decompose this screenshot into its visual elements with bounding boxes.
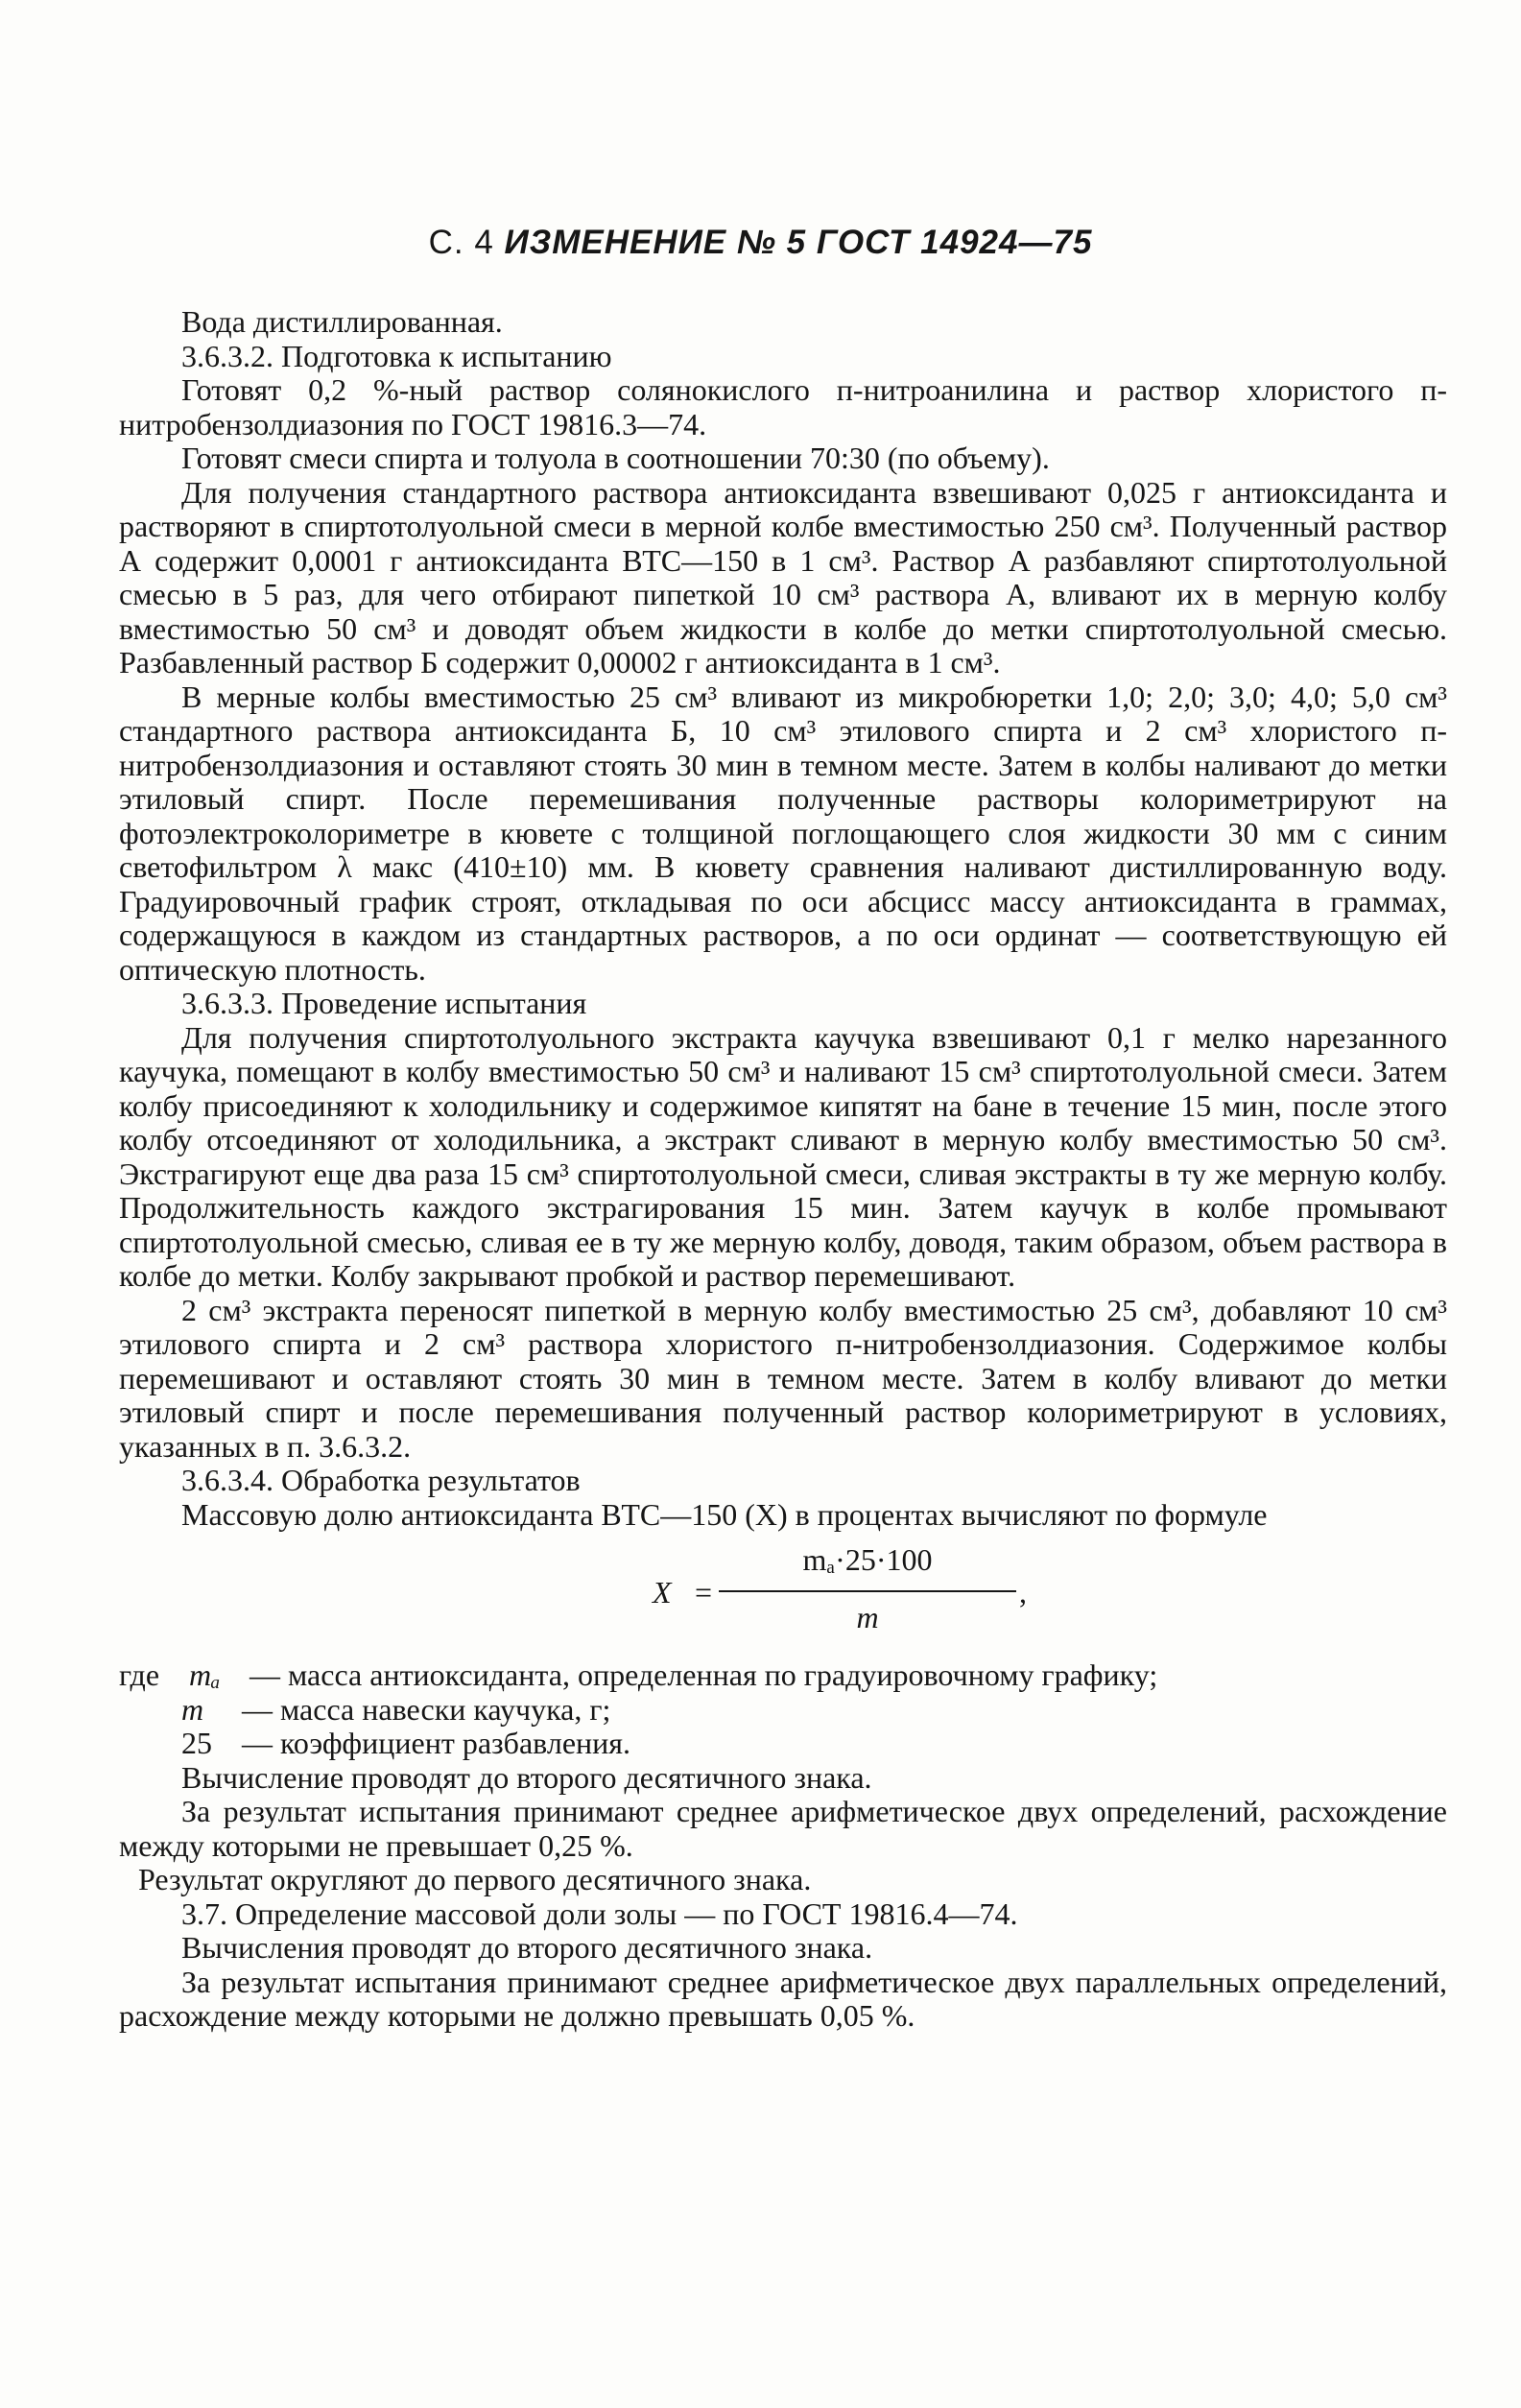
- page-number: С. 4: [428, 224, 494, 261]
- document-title: ИЗМЕНЕНИЕ № 5 ГОСТ 14924—75: [504, 224, 1093, 261]
- paragraph-water: Вода дистиллированная.: [181, 304, 503, 339]
- variable-symbol: m: [181, 1691, 204, 1727]
- paragraph-extraction: Для получения спиртотолуольного экстракта каучука взвешивают 0,1 г мелко нарезанного каучука, помещают в колбу вместимостью 50 см³ и наливают 15 см³ спиртотолуольной смеси. Затем колбу присоединяют к холодильнику и содержимое кипятят на бане в течение 15 мин, после этого колбу отсоединяют от холодильника, а экстракт сливают в мерную колбу вместимостью 50 см³. Экстрагируют еще два раза 15 см³ спиртотолуольной смеси, сливая экстракты в ту же мерную колбу. Продолжительность каждого экстрагирования 15 мин. Затем каучук в колбе промывают спиртотолуольной смесью, сливая ее в ту же мерную колбу, доводя, таким образом, объем раствора в колбе до метки. Колбу закрывают пробкой и раствор перемешивают.: [119, 1019, 1447, 1293]
- variable-symbol: 25: [181, 1726, 212, 1760]
- page-header: [0, 219, 1521, 267]
- section-heading-3-7: 3.7. Определение массовой доли золы — по ГОСТ 19816.4—74.: [181, 1895, 1018, 1931]
- paragraph-colorimetry: 2 см³ экстракта переносят пипеткой в мерную колбу вместимостью 25 см³, добавляют 10 см³ этилового спирта и 2 см³ раствора хлористого п-нитробензолдиазония. Содержимое колбы перемешивают и оставляют стоять 30 мин в темном месте. Затем в колбу вливают до метки этиловый спирт и после перемешивания полученный раствор колориметрируют в условиях, указанных в п. 3.6.3.2.: [119, 1292, 1447, 1464]
- formula-lhs: X: [653, 1575, 672, 1609]
- paragraph-result-ash: За результат испытания принимают среднее арифметическое двух параллельных определений, расхождение между которыми не должно превышать 0,05 %.: [119, 1964, 1447, 2033]
- paragraph-precision-ash: Вычисления проводят до второго десятичного знака.: [181, 1930, 873, 1965]
- variable-dash: —: [242, 1726, 273, 1760]
- formula-numerator: mₐ·25·100: [802, 1542, 933, 1577]
- paragraph-formula-intro: Массовую долю антиоксиданта ВТС—150 (X) в процентах вычисляют по формуле: [181, 1496, 1268, 1532]
- paragraph-rounding: Результат округляют до первого десятичного знака.: [138, 1862, 812, 1896]
- variable-dash: —: [242, 1691, 273, 1727]
- section-heading-3-6-3-4: 3.6.3.4. Обработка результатов: [181, 1463, 581, 1497]
- variable-definitions: [119, 1658, 1447, 1761]
- variable-description: масса антиоксиданта, определенная по градуировочному графику;: [288, 1657, 1158, 1692]
- where-label: где: [119, 1657, 160, 1692]
- paragraph-prepare-solutions: Готовят 0,2 %-ный раствор солянокислого п-нитроанилина и раствор хлористого п-нитробензолдиазония по ГОСТ 19816.3—74.: [119, 372, 1447, 441]
- formula: [119, 1532, 1447, 1658]
- variable-row: [119, 1693, 1447, 1728]
- formula-comma: ,: [1019, 1575, 1027, 1609]
- paragraph-mix-ratio: Готовят смеси спирта и толуола в соотношении 70:30 (по объему).: [181, 441, 1050, 475]
- paragraph-precision: Вычисление проводят до второго десятичного знака.: [181, 1759, 872, 1795]
- variable-row: [119, 1658, 1447, 1693]
- section-heading-3-6-3-3: 3.6.3.3. Проведение испытания: [181, 986, 587, 1020]
- formula-denominator: m: [856, 1600, 879, 1634]
- paragraph-calibration: В мерные колбы вместимостью 25 см³ вливают из микробюретки 1,0; 2,0; 3,0; 4,0; 5,0 см³ стандартного раствора антиоксиданта Б, 10 см³ этилового спирта и 2 см³ хлористого п-нитробензолдиазония и оставляют стоять 30 мин в темном месте. Затем в колбы наливают до метки этиловый спирт. После перемешивания полученные растворы колориметрируют на фотоэлектроколориметре в кювете с толщиной поглощающего слоя жидкости 30 мм с синим светофильтром λ макс (410±10) мм. В кювету сравнения наливают дистиллированную воду. Градуировочный график строят, откладывая по оси абсцисс массу антиоксиданта в граммах, содержащуюся в каждом из стандартных растворов, а по оси ординат — соответствующую ей оптическую плотность.: [119, 679, 1447, 987]
- variable-row: [119, 1727, 1447, 1761]
- section-heading-3-6-3-2: 3.6.3.2. Подготовка к испытанию: [181, 338, 612, 373]
- paragraph-standard-solution: Для получения стандартного раствора антиоксиданта взвешивают 0,025 г антиоксиданта и растворяют в спиртотолуольной смеси в мерной колбе вместимостью 250 см³. Полученный раствор А содержит 0,0001 г антиоксиданта ВТС—150 в 1 см³. Раствор А разбавляют спиртотолуольной смесью в 5 раз, для чего отбирают пипеткой 10 см³ раствора А, вливают их в мерную колбу вместимостью 50 см³ и доводят объем жидкости в колбе до метки спиртотолуольной смесью. Разбавленный раствор Б содержит 0,00002 г антиоксиданта в 1 см³.: [119, 474, 1447, 679]
- paragraph-result-mean: За результат испытания принимают среднее арифметическое двух определений, расхождение между которыми не превышает 0,25 %.: [119, 1794, 1447, 1863]
- variable-dash: —: [250, 1657, 280, 1692]
- document-body: [119, 305, 1447, 2034]
- variable-description: коэффициент разбавления.: [280, 1726, 630, 1760]
- variable-symbol: mₐ: [189, 1657, 221, 1692]
- formula-equals: =: [695, 1575, 713, 1609]
- fraction-bar: [719, 1590, 1016, 1592]
- variable-description: масса навески каучука, г;: [280, 1691, 611, 1727]
